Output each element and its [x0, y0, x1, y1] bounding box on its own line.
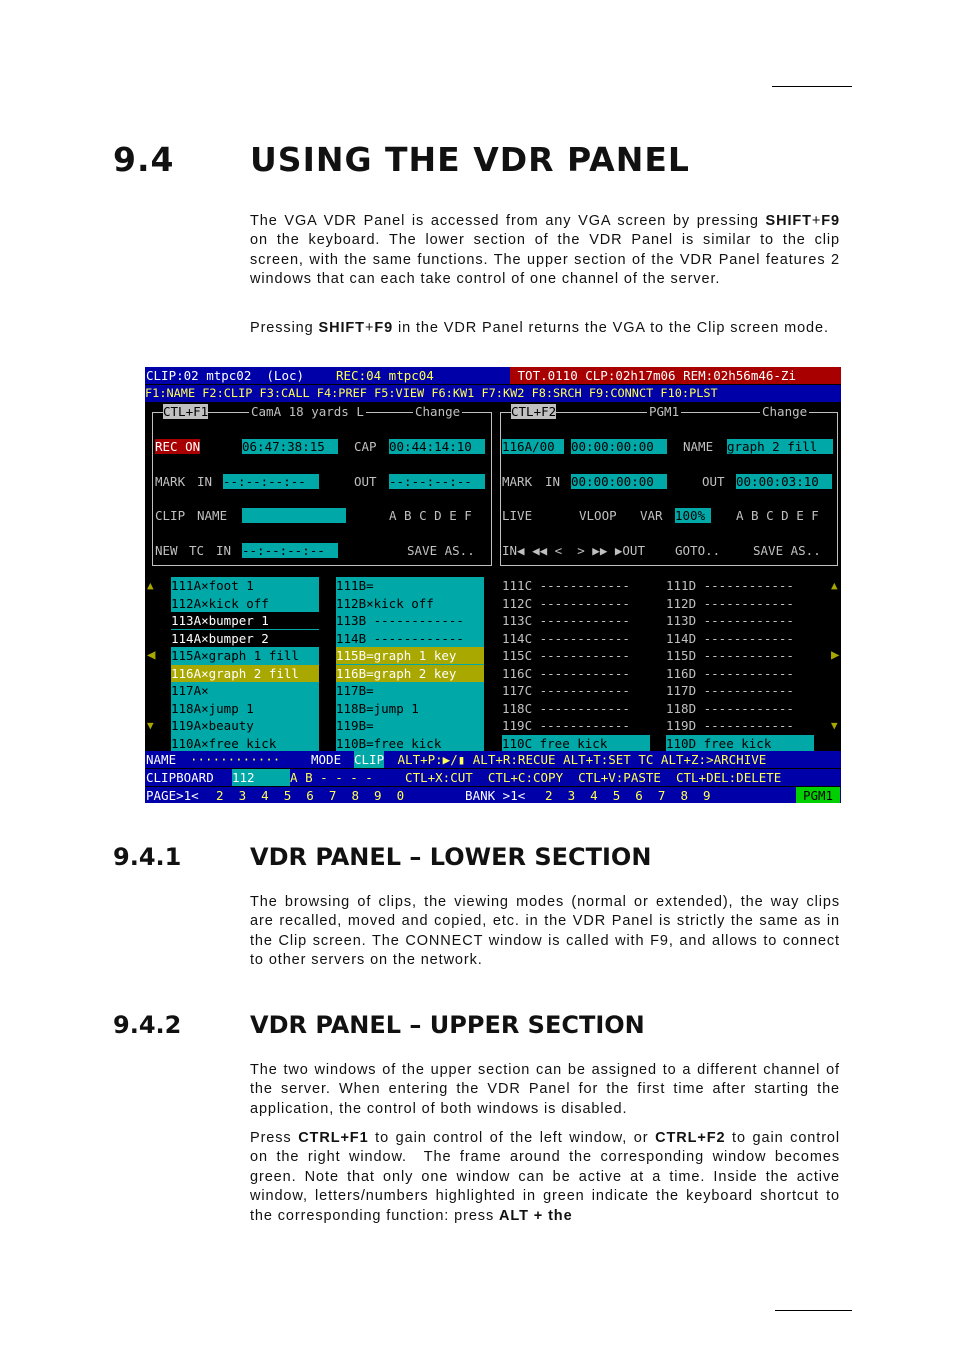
right-clip-tc: 00:00:00:00: [571, 439, 667, 454]
clipboard-number: 112: [232, 769, 290, 786]
bank-numbers: 2 3 4 5 6 7 8 9: [545, 788, 711, 803]
left-title: CamA 18 yards L: [251, 404, 364, 419]
clip-cell[interactable]: 111B=: [336, 578, 374, 593]
right-save-as: SAVE AS..: [753, 543, 821, 558]
bottom-ctl-keys: CTL+X:CUT CTL+C:COPY CTL+V:PASTE CTL+DEL:DELETE: [390, 770, 782, 785]
bottom-alt-keys: ALT+P:▶/▮ ALT+R:RECUE ALT+T:SET TC ALT+Z:>ARCHIVE: [390, 752, 767, 767]
subsection-1-number: 9.4.1: [113, 843, 182, 871]
subsection-1-title: VDR PANEL – LOWER SECTION: [250, 843, 652, 871]
clip-cell[interactable]: 118A×jump 1: [171, 700, 254, 716]
clip-cell[interactable]: 115D ------------: [666, 648, 794, 663]
left-rec-tc: 06:47:38:15: [242, 439, 338, 454]
clip-cell[interactable]: 112D ------------: [666, 595, 794, 611]
clip-cell[interactable]: 110B=free kick: [336, 735, 442, 751]
right-var: VAR: [640, 508, 663, 523]
function-key-bar: F1:NAME F2:CLIP F3:CALL F4:PREF F5:VIEW F6:KW1 F7:KW2 F8:SRCH F9:CONNCT F10:PLST: [145, 385, 841, 402]
right-in: IN: [545, 474, 561, 489]
clip-cell[interactable]: 115B=graph 1 key: [336, 647, 484, 664]
clip-cell[interactable]: 113D ------------: [666, 613, 794, 628]
right-name-value: graph 2 fill: [727, 439, 833, 454]
clip-cell[interactable]: 119A×beauty: [171, 718, 254, 733]
left-cap-label: CAP: [354, 439, 377, 454]
clip-cell[interactable]: 110C free kick: [502, 735, 650, 752]
right-clip-id: 116A/00: [502, 439, 564, 454]
right-title: PGM1: [649, 404, 680, 419]
subsection-2-title: VDR PANEL – UPPER SECTION: [250, 1011, 645, 1039]
scroll-left-icon[interactable]: ◀: [147, 647, 156, 663]
clip-cell[interactable]: 116A×graph 2 fill: [171, 665, 319, 682]
right-mark: MARK: [502, 474, 533, 489]
clip-cell[interactable]: 119D ------------: [666, 718, 794, 733]
clip-cell[interactable]: 113C ------------: [502, 613, 630, 628]
clip-cell[interactable]: 118B=jump 1: [336, 700, 419, 716]
left-name: NAME: [197, 508, 228, 523]
scroll-down-right-icon[interactable]: ▼: [831, 719, 838, 732]
clip-cell[interactable]: 114A×bumper 2: [171, 630, 319, 647]
clip-cell[interactable]: 117D ------------: [666, 683, 794, 698]
right-live: LIVE: [502, 508, 533, 523]
left-new-tc: --:--:--:--: [242, 543, 338, 558]
left-in2: IN: [216, 543, 232, 558]
left-ctl-label: CTL+F1: [163, 404, 209, 419]
clip-cell[interactable]: 116D ------------: [666, 665, 794, 681]
vdr-panel-screenshot: [145, 367, 841, 803]
page-label: PAGE>1<: [146, 788, 207, 803]
clip-cell[interactable]: 111A×foot 1: [171, 578, 254, 593]
clip-cell[interactable]: 114D ------------: [666, 630, 794, 646]
clip-cell[interactable]: 117C ------------: [502, 683, 630, 698]
right-in-tc: 00:00:00:00: [571, 474, 667, 489]
left-save-as: SAVE AS..: [407, 543, 475, 558]
right-change: Change: [762, 404, 808, 419]
right-out: OUT: [702, 474, 725, 489]
left-name-field: [242, 508, 346, 523]
bottom-mode-label: MODE: [311, 752, 342, 767]
bank-label: BANK >1<: [450, 788, 533, 803]
left-clip: CLIP: [155, 508, 186, 523]
clip-cell[interactable]: 118C ------------: [502, 700, 630, 716]
clip-cell[interactable]: 114C ------------: [502, 630, 630, 646]
left-change: Change: [415, 404, 461, 419]
clip-cell[interactable]: 110D free kick: [666, 735, 814, 752]
header-rule: [772, 86, 852, 87]
bottom-name-label: NAME: [146, 752, 177, 767]
left-letters: A B C D E F: [389, 508, 472, 523]
pgm-indicator: PGM1: [796, 787, 840, 803]
scroll-right-icon[interactable]: ▶: [831, 647, 840, 663]
status-left: CLIP:02 mtpc02 (Loc): [146, 368, 312, 383]
subsection-2-number: 9.4.2: [113, 1011, 182, 1039]
clip-cell[interactable]: 119C ------------: [502, 718, 630, 733]
status-right: TOT.0110 CLP:02h17m06 REM:02h56m46-Zi: [510, 367, 841, 384]
clip-cell[interactable]: 112C ------------: [502, 595, 630, 611]
clip-cell[interactable]: 117A×: [171, 683, 209, 698]
clip-cell[interactable]: 118D ------------: [666, 700, 794, 716]
subsection-2-paragraph-1: The two windows of the upper section can be assigned to a different channel of the server. When entering the VDR Panel for the first time after starting the application, the control of both windows is disabled.: [250, 1062, 840, 1117]
clip-cell[interactable]: 114B ------------: [336, 630, 464, 646]
scroll-down-left-icon[interactable]: ▼: [147, 719, 154, 732]
clip-cell[interactable]: 113A×bumper 1: [171, 612, 319, 629]
clip-cell[interactable]: 110A×free kick: [171, 735, 277, 751]
left-mark: MARK: [155, 474, 186, 489]
right-out-tc: 00:00:03:10: [736, 474, 832, 489]
scroll-up-right-icon[interactable]: ▲: [831, 579, 838, 592]
section-title: USING THE VDR PANEL: [250, 140, 690, 179]
clipboard-label: CLIPBOARD: [146, 770, 214, 785]
clip-cell[interactable]: 112A×kick off: [171, 595, 269, 611]
right-vloop: VLOOP: [579, 508, 617, 523]
left-rec-on: REC ON: [155, 439, 201, 454]
clip-cell[interactable]: 116C ------------: [502, 665, 630, 681]
left-tc: TC: [189, 543, 205, 558]
scroll-up-left-icon[interactable]: ▲: [147, 579, 154, 592]
intro-paragraph-2: Pressing SHIFT+F9 in the VDR Panel returns the VGA to the Clip screen mode.: [250, 320, 829, 336]
clip-cell[interactable]: 111C ------------: [502, 578, 630, 593]
subsection-1-paragraph: The browsing of clips, the viewing modes (normal or extended), the way clips are recalled, moved and copied, etc. in the VDR Panel is strictly the same as in the Clip screen. The CONNECT window is called with F9, and allows to connect to other servers on the network.: [250, 894, 840, 969]
right-ctl-label: CTL+F2: [511, 404, 557, 419]
clip-cell[interactable]: 117B=: [336, 683, 374, 698]
right-goto: GOTO..: [675, 543, 721, 558]
right-letters: A B C D E F: [736, 508, 819, 523]
clip-cell[interactable]: 116B=graph 2 key: [336, 665, 484, 682]
left-cap-tc: 00:44:14:10: [389, 439, 485, 454]
right-name: NAME: [683, 439, 714, 454]
left-out: OUT: [354, 474, 377, 489]
clip-cell[interactable]: 115C ------------: [502, 648, 630, 663]
bottom-name-dots: ············: [190, 752, 281, 767]
right-transport: IN◀ ◀◀ < > ▶▶ ▶OUT: [502, 543, 645, 558]
subsection-2-paragraph-2: Press CTRL+F1 to gain control of the left window, or CTRL+F2 to gain control on the right window. The frame around the corresponding window becomes green. Note that only one window can be active at a time. Inside the active window, letters/numbers highlighted in green indicate the keyboard shortcut to the corresponding function: press ALT + the: [250, 1130, 841, 1224]
left-in: IN: [197, 474, 213, 489]
section-number: 9.4: [113, 140, 175, 179]
clip-cell[interactable]: 119B=: [336, 718, 374, 733]
bottom-mode-value: CLIP: [354, 752, 385, 767]
clip-grid: [145, 577, 841, 752]
footer-rule: [775, 1310, 852, 1311]
page-numbers: 2 3 4 5 6 7 8 9 0: [216, 788, 405, 803]
clip-cell[interactable]: 113B ------------: [336, 613, 464, 628]
clip-cell[interactable]: 111D ------------: [666, 578, 794, 593]
left-in-tc: --:--:--:--: [223, 474, 319, 489]
clip-cell[interactable]: 115A×graph 1 fill: [171, 648, 299, 663]
intro-paragraph-1: The VGA VDR Panel is accessed from any VGA screen by pressing SHIFT+F9 on the keyboard. The lower section of the VDR Panel is similar to the clip screen, with the same functions. The upper section of the VDR Panel features 2 windows that can each take control of one channel of the server.: [250, 213, 840, 288]
clip-cell[interactable]: 112B×kick off: [336, 595, 434, 611]
status-rec: REC:04 mtpc04: [336, 368, 434, 383]
right-var-value: 100%: [675, 508, 711, 523]
clipboard-ab: A B - - - -: [275, 770, 373, 785]
left-new: NEW: [155, 543, 178, 558]
left-out-tc: --:--:--:--: [389, 474, 485, 489]
